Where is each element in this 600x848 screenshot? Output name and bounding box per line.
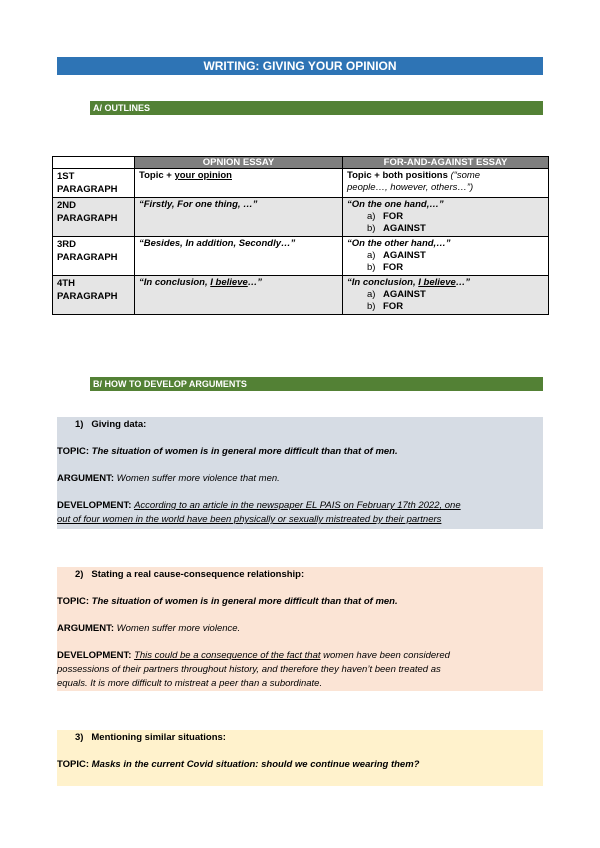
cell-text: Topic + <box>139 170 175 181</box>
argument-line <box>57 622 543 636</box>
development-underlined: This could be a consequence of the fact that <box>134 650 321 661</box>
row-label-line: 1ST <box>57 171 75 182</box>
row-label-line: PARAGRAPH <box>57 252 118 263</box>
list-letter: b) <box>367 223 376 234</box>
for-against-cell <box>343 169 549 198</box>
for-against-cell <box>343 237 549 276</box>
development-text: out of four women in the world have been physically or sexually mistreated by their partners <box>57 514 442 525</box>
development-text: women have been considered <box>320 650 450 661</box>
column-header-for-against: FOR-AND-AGAINST ESSAY <box>343 157 549 169</box>
row-label <box>53 237 135 276</box>
cell-text: “In conclusion, <box>139 277 211 288</box>
row-label-line: PARAGRAPH <box>57 213 118 224</box>
list-item <box>347 262 544 274</box>
section-b-heading: B/ HOW TO DEVELOP ARGUMENTS <box>90 377 543 391</box>
section-a-heading: A/ OUTLINES <box>90 101 543 115</box>
row-label-line: 3RD <box>57 239 77 250</box>
argument-text: Women suffer more violence. <box>116 623 241 634</box>
list-letter: b) <box>367 262 376 273</box>
argument-text: Women suffer more violence that men. <box>116 473 280 484</box>
development-line <box>57 649 543 663</box>
development-line: possessions of their partners throughout history, and therefore they haven’t been treated as <box>57 664 441 675</box>
opinion-cell: “Besides, In addition, Secondly…” <box>135 237 343 276</box>
block-number: 1) <box>75 419 84 430</box>
list-item <box>347 250 544 262</box>
development-line: equals. It is more difficult to mistreat a peer than a subordinate. <box>57 678 323 689</box>
topic-line <box>57 595 543 609</box>
list-text: AGAINST <box>383 250 426 261</box>
block-heading-text: Stating a real cause-consequence relationship: <box>91 569 305 580</box>
opinion-cell: “Firstly, For one thing, …” <box>135 198 343 237</box>
row-label-line: PARAGRAPH <box>57 291 118 302</box>
table-row <box>53 169 549 198</box>
topic-line <box>57 758 543 772</box>
development-line <box>57 499 543 513</box>
topic-text: Masks in the current Covid situation: should we continue wearing them? <box>91 759 420 770</box>
row-label-line: 4TH <box>57 278 75 289</box>
list-text: FOR <box>383 301 404 312</box>
argument-label: ARGUMENT: <box>57 473 114 484</box>
table-row <box>53 237 549 276</box>
argument-block-cause <box>57 567 543 691</box>
row-label-line: PARAGRAPH <box>57 184 118 195</box>
list-item <box>347 289 544 301</box>
table-row <box>53 276 549 315</box>
cell-text <box>347 277 544 289</box>
block-heading-text: Giving data: <box>91 419 147 430</box>
cell-underlined: your opinion <box>174 170 232 181</box>
cell-text: Topic + both positions <box>347 170 451 181</box>
list-text: AGAINST <box>383 289 426 300</box>
cell-text: …” <box>247 277 263 288</box>
cell-italic: people…, however, others…”) <box>347 182 474 193</box>
block-number: 2) <box>75 569 84 580</box>
cell-underlined: I believe <box>210 277 248 288</box>
table-row <box>53 198 549 237</box>
development-line <box>57 513 543 527</box>
topic-line <box>57 445 543 459</box>
topic-label: TOPIC: <box>57 596 90 607</box>
list-item <box>347 211 544 223</box>
cell-text: “On the one hand,…” <box>347 199 444 210</box>
list-item <box>347 223 544 235</box>
outline-table <box>52 156 549 315</box>
development-text: According to an article in the newspaper EL PAIS on February 17th 2022, one <box>134 500 461 511</box>
argument-line <box>57 472 543 486</box>
argument-block-data <box>57 417 543 529</box>
list-letter: a) <box>367 250 376 261</box>
for-against-cell <box>343 276 549 315</box>
block-heading <box>75 569 304 580</box>
cell-text: “In conclusion, <box>347 277 419 288</box>
row-label <box>53 169 135 198</box>
development-label: DEVELOPMENT: <box>57 500 132 511</box>
opinion-cell <box>135 276 343 315</box>
list-letter: a) <box>367 289 376 300</box>
block-heading-text: Mentioning similar situations: <box>91 732 226 743</box>
list-letter: a) <box>367 211 376 222</box>
cell-italic: (“some <box>450 170 481 181</box>
block-heading <box>75 732 226 743</box>
row-label <box>53 276 135 315</box>
list-item <box>347 301 544 313</box>
block-heading <box>75 419 146 430</box>
table-corner <box>53 157 135 169</box>
list-text: FOR <box>383 262 404 273</box>
for-against-cell <box>343 198 549 237</box>
topic-text: The situation of women is in general more difficult than that of men. <box>91 446 398 457</box>
block-number: 3) <box>75 732 84 743</box>
row-label <box>53 198 135 237</box>
page-title: WRITING: GIVING YOUR OPINION <box>57 57 543 75</box>
cell-text: …” <box>455 277 471 288</box>
cell-underlined: I believe <box>418 277 456 288</box>
list-text: AGAINST <box>383 223 426 234</box>
development-label: DEVELOPMENT: <box>57 650 132 661</box>
list-text: FOR <box>383 211 404 222</box>
column-header-opinion: OPNION ESSAY <box>135 157 343 169</box>
argument-block-similar <box>57 730 543 786</box>
opinion-cell <box>135 169 343 198</box>
row-label-line: 2ND <box>57 200 77 211</box>
cell-text: “On the other hand,…” <box>347 238 451 249</box>
topic-label: TOPIC: <box>57 446 90 457</box>
topic-label: TOPIC: <box>57 759 90 770</box>
list-letter: b) <box>367 301 376 312</box>
topic-text: The situation of women is in general more difficult than that of men. <box>91 596 398 607</box>
argument-label: ARGUMENT: <box>57 623 114 634</box>
